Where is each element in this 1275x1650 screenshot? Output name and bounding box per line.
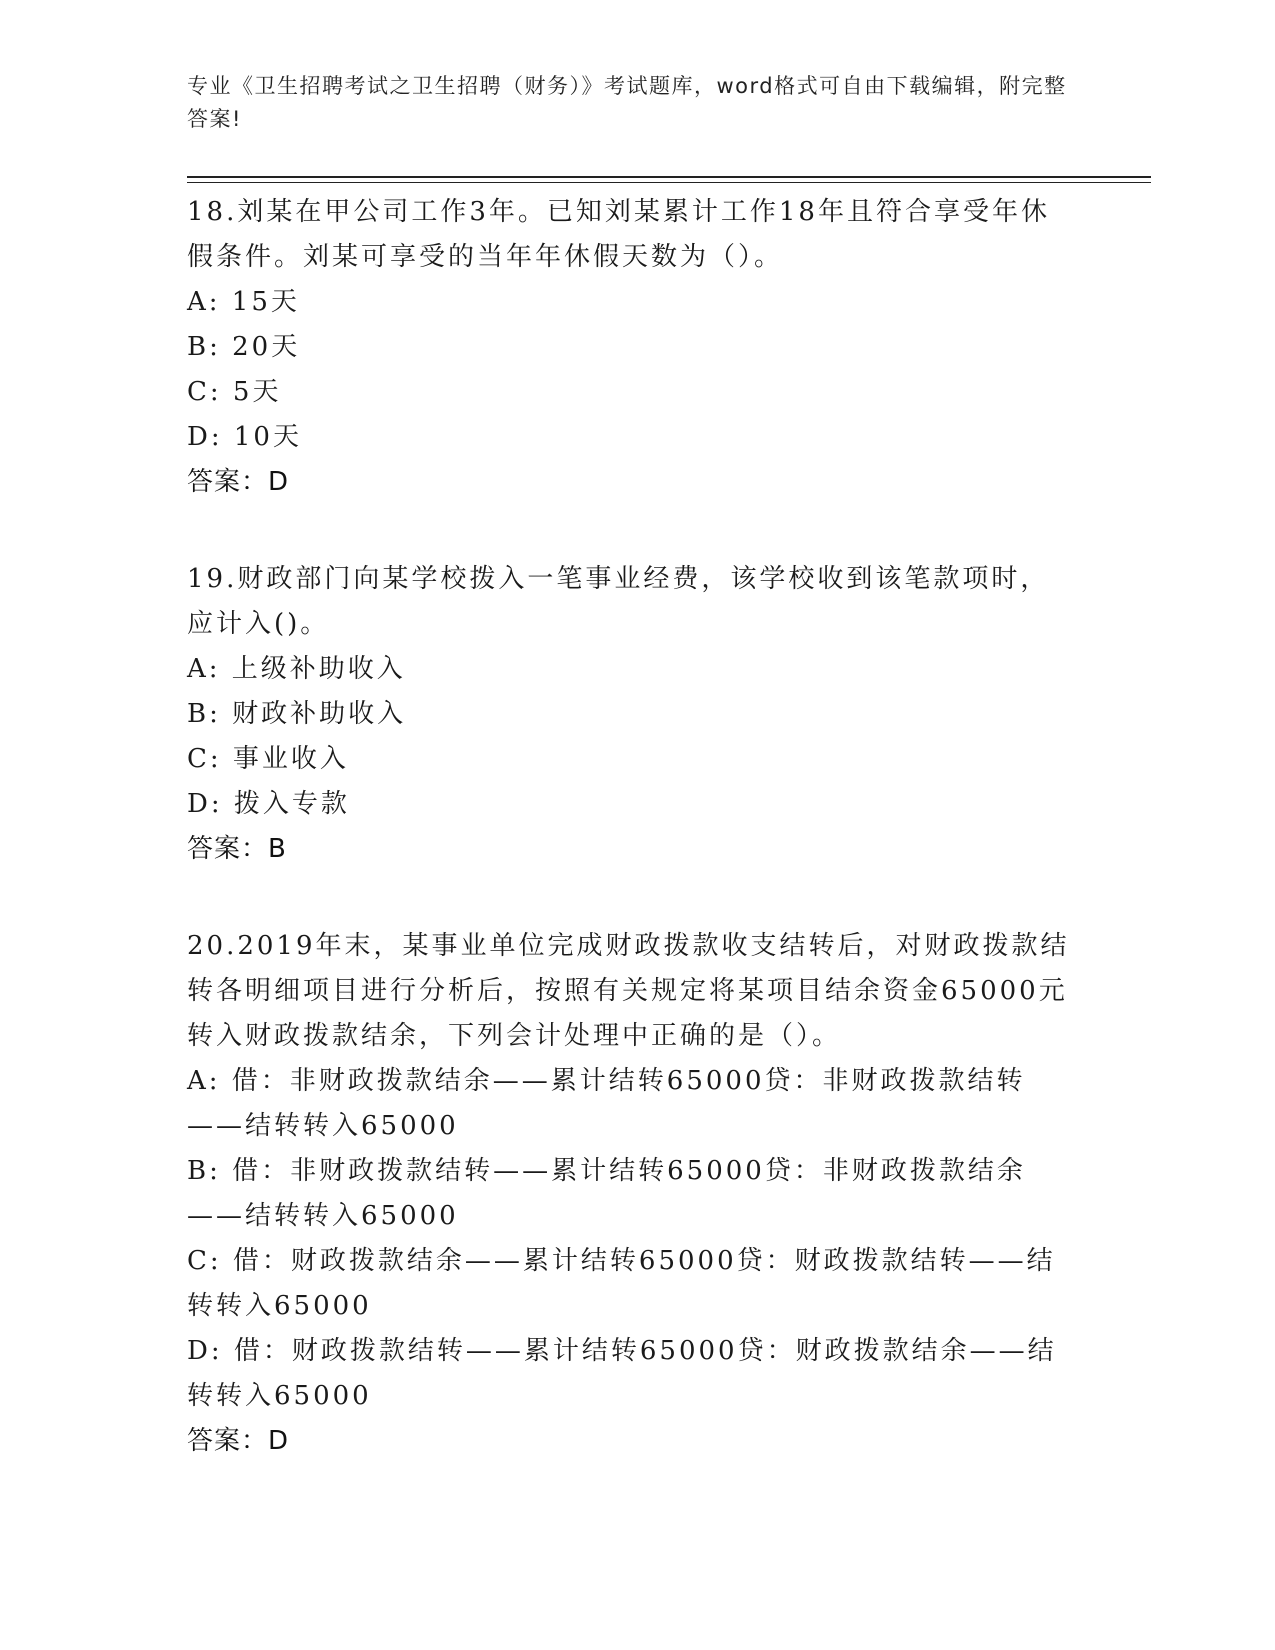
header-divider-thin <box>187 182 1151 183</box>
option-b: B: 20天 <box>187 332 301 362</box>
question-19 <box>187 557 1077 872</box>
option-a: A: 借：非财政拨款结余——累计结转65000贷：非财政拨款结转——结转转入65000 <box>187 1066 1026 1141</box>
header-divider-thick <box>187 176 1151 178</box>
question-18 <box>187 190 1077 505</box>
option-b: B: 财政补助收入 <box>187 699 407 729</box>
question-stem: 18.刘某在甲公司工作3年。已知刘某累计工作18年且符合享受年休假条件。刘某可享受的当年年休假天数为（）。 <box>187 197 1050 272</box>
question-stem: 19.财政部门向某学校拨入一笔事业经费，该学校收到该笔款项时，应计入()。 <box>187 564 1050 639</box>
question-20 <box>187 924 1077 1464</box>
answer-line: 答案：D <box>187 467 290 497</box>
option-c: C: 5天 <box>187 377 282 407</box>
answer-line: 答案：B <box>187 834 287 864</box>
question-list <box>187 190 1077 1516</box>
question-stem: 20.2019年末，某事业单位完成财政拨款收支结转后，对财政拨款结转各明细项目进行分析后，按照有关规定将某项目结余资金65000元转入财政拨款结余，下列会计处理中正确的是（）。 <box>187 931 1070 1051</box>
option-c: C: 事业收入 <box>187 744 349 774</box>
document-header: 专业《卫生招聘考试之卫生招聘（财务）》考试题库，word格式可自由下载编辑，附完整答案! <box>187 74 1067 131</box>
option-d: D: 拨入专款 <box>187 789 350 819</box>
option-b: B: 借：非财政拨款结转——累计结转65000贷：非财政拨款结余——结转转入65000 <box>187 1156 1026 1231</box>
option-a: A: 上级补助收入 <box>187 654 406 684</box>
option-c: C: 借：财政拨款结余——累计结转65000贷：财政拨款结转——结转转入65000 <box>187 1246 1056 1321</box>
option-d: D: 借：财政拨款结转——累计结转65000贷：财政拨款结余——结转转入65000 <box>187 1336 1057 1411</box>
option-a: A: 15天 <box>187 287 300 317</box>
option-list <box>187 280 1077 460</box>
option-list <box>187 1059 1077 1419</box>
answer-line: 答案：D <box>187 1426 290 1456</box>
option-d: D: 10天 <box>187 422 302 452</box>
option-list <box>187 647 1077 827</box>
